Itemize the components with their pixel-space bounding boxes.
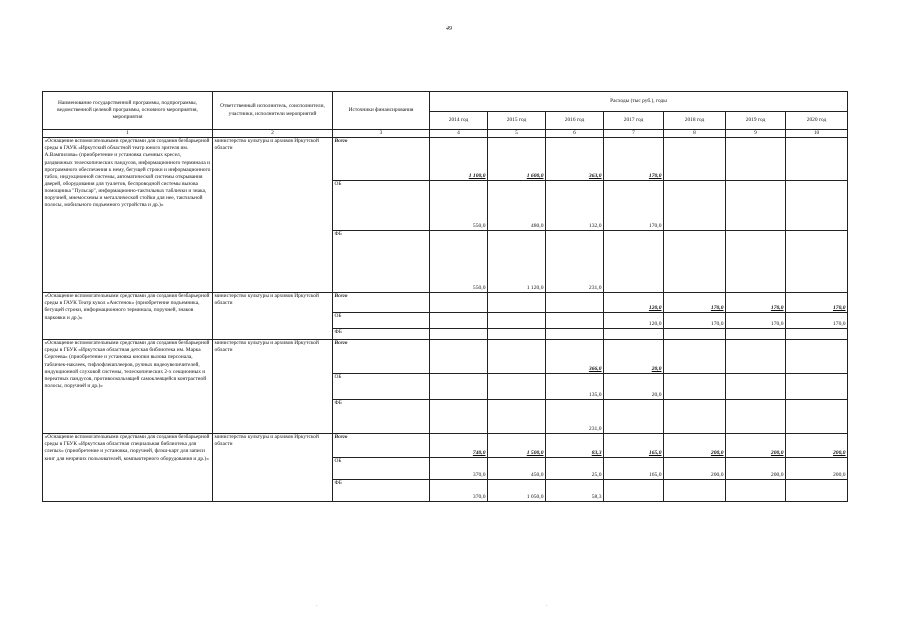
column-number: 6 — [546, 130, 604, 138]
expense-value — [430, 374, 488, 400]
table-header — [43, 92, 848, 138]
expense-value: 165,0 — [604, 434, 664, 458]
expense-value: 170,0 — [726, 293, 786, 313]
column-number: 5 — [488, 130, 546, 138]
expense-value — [726, 231, 786, 293]
expense-value — [546, 329, 604, 340]
expense-value: 200,0 — [786, 434, 848, 458]
funding-source: ОБ — [333, 313, 430, 329]
expense-value — [664, 400, 726, 434]
expense-value: 120,0 — [604, 313, 664, 329]
header-name: Наименование государственной программы, подпрограммы, ведомственной целевой программы, основного мероприятия, мероприятия — [43, 92, 213, 130]
header-executor: Ответственный исполнитель, соисполнители, участники, исполнители мероприятий — [213, 92, 333, 130]
expense-value — [546, 313, 604, 329]
expense-value: 200,0 — [664, 458, 726, 480]
funding-source: ФБ — [333, 231, 430, 293]
expense-value: 200,0 — [786, 458, 848, 480]
funding-source: Всего — [333, 434, 430, 458]
table-row — [43, 434, 848, 458]
funding-source: ОБ — [333, 181, 430, 231]
expense-value: 366,0 — [546, 340, 604, 374]
expense-value: 170,0 — [664, 313, 726, 329]
header-year: 2014 год — [430, 112, 488, 130]
expense-value: 170,0 — [604, 181, 664, 231]
measure-executor: министерство культуры и архивов Иркутской области — [213, 293, 333, 340]
expense-value: 480,0 — [488, 181, 546, 231]
measure-executor: министерство культуры и архивов Иркутской области — [213, 138, 333, 293]
expense-value: 740,0 — [430, 434, 488, 458]
expense-value: 20,0 — [604, 340, 664, 374]
header-year: 2020 год — [786, 112, 848, 130]
expense-value — [488, 293, 546, 313]
expense-value: 1 120,0 — [488, 231, 546, 293]
expense-value — [604, 400, 664, 434]
header-year: 2019 год — [726, 112, 786, 130]
expense-value — [786, 400, 848, 434]
funding-source: ОБ — [333, 458, 430, 480]
column-number: 8 — [664, 130, 726, 138]
expense-value: 170,0 — [726, 313, 786, 329]
expense-value: 1 600,0 — [488, 138, 546, 181]
expense-value: 1 050,0 — [488, 480, 546, 502]
expense-value — [604, 231, 664, 293]
column-number: 1 — [43, 130, 213, 138]
expense-value — [430, 340, 488, 374]
expense-value: 170,0 — [786, 293, 848, 313]
expense-value: 1 500,0 — [488, 434, 546, 458]
table-row — [43, 138, 848, 181]
expense-value: 450,0 — [488, 458, 546, 480]
column-number: 9 — [726, 130, 786, 138]
expense-value — [488, 313, 546, 329]
expense-value: 20,0 — [604, 374, 664, 400]
expense-value: 170,0 — [786, 313, 848, 329]
table-body — [43, 138, 848, 502]
expense-value: 132,0 — [546, 181, 604, 231]
expense-value — [430, 329, 488, 340]
header-year: 2015 год — [488, 112, 546, 130]
expense-value — [786, 329, 848, 340]
column-number: 2 — [213, 130, 333, 138]
expense-value — [664, 329, 726, 340]
header-expenses: Расходы (тыс руб.), годы — [430, 92, 848, 112]
expense-value: 25,0 — [546, 458, 604, 480]
expense-value: 370,0 — [430, 458, 488, 480]
measure-name: «Оснащение вспомогательными средствами для создания безбарьерной среды в ГБУК «Иркутская областная специальная библиотека для слепых» (приобретение и установка, поручней, флэш-карт для записи книг для незрячих пользователей, компьютерного оборудования и др.)» — [43, 434, 213, 502]
expense-value — [488, 400, 546, 434]
expense-value — [726, 181, 786, 231]
header-year: 2018 год — [664, 112, 726, 130]
measure-name: «Оснащение вспомогательными средствами для создания безбарьерной среды в ГАУК Театр кукол «Аистенок» (приобретение подъемника, бегущей строки, информационного терминала, поручней, знаков парковки и др.)» — [43, 293, 213, 340]
header-year: 2016 год — [546, 112, 604, 130]
table-row — [43, 293, 848, 313]
financing-table — [42, 91, 848, 502]
expense-value — [726, 400, 786, 434]
expense-value — [488, 374, 546, 400]
funding-source: ФБ — [333, 480, 430, 502]
expense-value: 83,3 — [546, 434, 604, 458]
expense-value: 200,0 — [726, 458, 786, 480]
expense-value: 120,0 — [604, 293, 664, 313]
expense-value: 200,0 — [664, 434, 726, 458]
measure-executor: министерство культуры и архивов Иркутской области — [213, 434, 333, 502]
funding-source: ФБ — [333, 400, 430, 434]
expense-value: 550,0 — [430, 181, 488, 231]
expense-value — [664, 181, 726, 231]
funding-source: Всего — [333, 340, 430, 374]
measure-executor: министерство культуры и архивов Иркутской области — [213, 340, 333, 434]
funding-source: ОБ — [333, 374, 430, 400]
expense-value: 370,0 — [430, 480, 488, 502]
expense-value — [726, 329, 786, 340]
column-number: 7 — [604, 130, 664, 138]
expense-value — [488, 329, 546, 340]
funding-source: ФБ — [333, 329, 430, 340]
expense-value — [546, 293, 604, 313]
expense-value: 135,0 — [546, 374, 604, 400]
measure-name: «Оснащение вспомогательными средствами для создания безбарьерной среды в ГБУК «Иркутская областная детская библиотека им. Марка Сергеева» (приобретение и установка кнопки вызова персонала, табличек-наклеек, тифлофлешплееров, ручных видеоувеличителей, индукционной слуховой системы, телескопических 2-х секционных и переатных пандусов, противоскользящей самоклеящейся контрастной полосы, поручней и др.)» — [43, 340, 213, 434]
expense-value: 231,0 — [546, 231, 604, 293]
column-number: 10 — [786, 130, 848, 138]
column-number: 4 — [430, 130, 488, 138]
expense-value — [664, 340, 726, 374]
expense-value — [664, 480, 726, 502]
header-source: Источники финансирования — [333, 92, 430, 130]
expense-value: 200,0 — [726, 434, 786, 458]
expense-value — [488, 340, 546, 374]
expense-value: 550,0 — [430, 231, 488, 293]
expense-value — [786, 374, 848, 400]
funding-source: Всего — [333, 293, 430, 313]
expense-value — [726, 340, 786, 374]
expense-value — [664, 231, 726, 293]
expense-value — [786, 231, 848, 293]
expense-value — [726, 374, 786, 400]
expense-value: 363,0 — [546, 138, 604, 181]
header-year: 2017 год — [604, 112, 664, 130]
page-number: 49 — [446, 26, 452, 32]
expense-value — [604, 329, 664, 340]
expense-value: 170,0 — [664, 293, 726, 313]
expense-value — [786, 340, 848, 374]
expense-value — [430, 313, 488, 329]
expense-value: 231,0 — [546, 400, 604, 434]
expense-value: 1 100,0 — [430, 138, 488, 181]
expense-value: 170,0 — [604, 138, 664, 181]
scan-mark: · — [316, 604, 318, 609]
table-row — [43, 340, 848, 374]
expense-value — [786, 480, 848, 502]
expense-value — [430, 293, 488, 313]
expense-value — [604, 480, 664, 502]
expense-value: 165,0 — [604, 458, 664, 480]
expense-value: 58,3 — [546, 480, 604, 502]
expense-value — [786, 138, 848, 181]
measure-name: «Оснащение вспомогательными средствами для создания безбарьерной среды в ГАУК «Иркутский областной театр юного зрителя им. А.Вампилова» (приобретение и установка съемных кресел, раздвижных телескопических пандусов, информационного терминала и программного обеспечения к нему, бегущей строки и информационного табло, индукционной системы, автоматической системы открывания дверей, оборудования для туалетов, беспроводной системы вызова помощника "Пульсар", информационно-тактильных таблички и знака, поручней, мнемосхемы и металлической стойки для нее, тактильной полосы, мобильного подъемного устройства и др.)» — [43, 138, 213, 293]
expense-value — [726, 480, 786, 502]
expense-value — [726, 138, 786, 181]
expense-value — [664, 374, 726, 400]
funding-source: Всего — [333, 138, 430, 181]
column-number: 3 — [333, 130, 430, 138]
expense-value — [786, 181, 848, 231]
scan-mark: · — [546, 604, 548, 609]
expense-value — [430, 400, 488, 434]
expense-value — [664, 138, 726, 181]
